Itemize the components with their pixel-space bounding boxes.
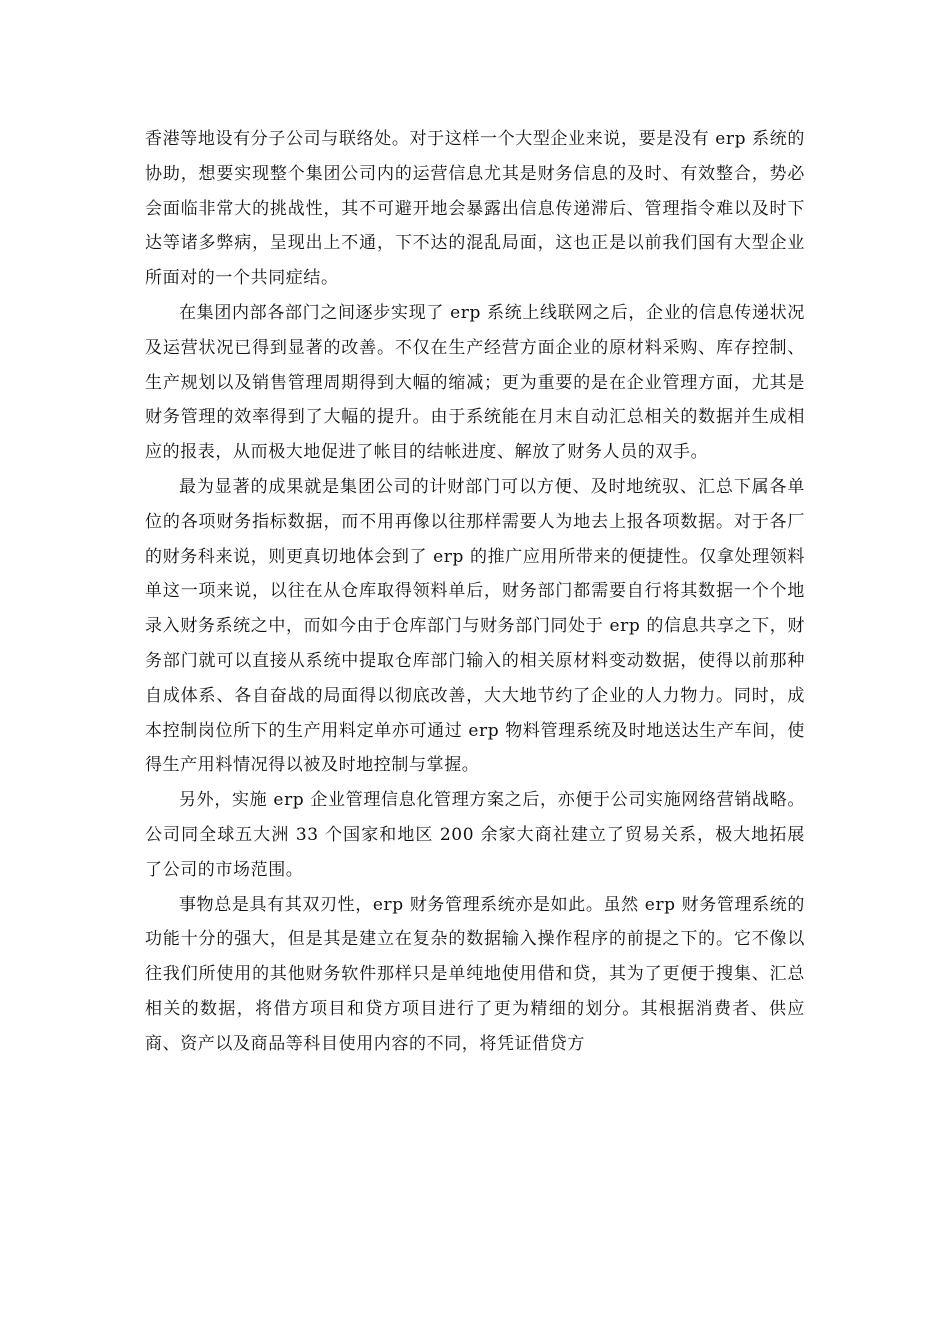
paragraph-3: 最为显著的成果就是集团公司的计财部门可以方便、及时地统驭、汇总下属各单位的各项财务指标数据，而不用再像以往那样需要人为地去上报各项数据。对于各厂的财务科来说，则更真切地体会到了 erp 的推广应用所带来的便捷性。仅拿处理领料单这一项来说，以往在从仓库取得领料单后，财务部门都需要自行将其数据一个个地录入财务系统之中，而如今由于仓库部门与财务部门同处于 erp 的信息共享之下，财务部门就可以直接从系统中提取仓库部门输入的相关原材料变动数据，使得以前那种自成体系、各自奋战的局面得以彻底改善，大大地节约了企业的人力物力。同时，成本控制岗位所下的生产用料定单亦可通过 erp 物料管理系统及时地送达生产车间，使得生产用料情况得以被及时地控制与掌握。 (145, 476, 805, 776)
paragraph-2: 在集团内部各部门之间逐步实现了 erp 系统上线联网之后，企业的信息传递状况及运营状况已得到显著的改善。不仅在生产经营方面企业的原材料采购、库存控制、生产规划以及销售管理周期得到大幅的缩减；更为重要的是在企业管理方面，尤其是财务管理的效率得到了大幅的提升。由于系统能在月末自动汇总相关的数据并生成相应的报表，从而极大地促进了帐目的结帐进度、解放了财务人员的双手。 (145, 302, 805, 463)
document-body (145, 122, 805, 1062)
paragraph-1: 香港等地设有分子公司与联络处。对于这样一个大型企业来说，要是没有 erp 系统的协助，想要实现整个集团公司内的运营信息尤其是财务信息的及时、有效整合，势必会面临非常大的挑战性，其不可避开地会暴露出信息传递滞后、管理指令难以及时下达等诸多弊病，呈现出上不通，下不达的混乱局面，这也正是以前我们国有大型企业所面对的一个共同症结。 (145, 129, 805, 289)
paragraph-5: 事物总是具有其双刃性，erp 财务管理系统亦是如此。虽然 erp 财务管理系统的功能十分的强大，但是其是建立在复杂的数据输入操作程序的前提之下的。它不像以往我们所使用的其他财务软件那样只是单纯地使用借和贷，其为了更便于搜集、汇总相关的数据，将借方项目和贷方项目进行了更为精细的划分。其根据消费者、供应商、资产以及商品等科目使用内容的不同，将凭证借贷方 (145, 894, 805, 1054)
paragraph-4: 另外，实施 erp 企业管理信息化管理方案之后，亦便于公司实施网络营销战略。公司同全球五大洲 33 个国家和地区 200 余家大商社建立了贸易关系，极大地拓展了公司的市场范围。 (145, 790, 805, 880)
